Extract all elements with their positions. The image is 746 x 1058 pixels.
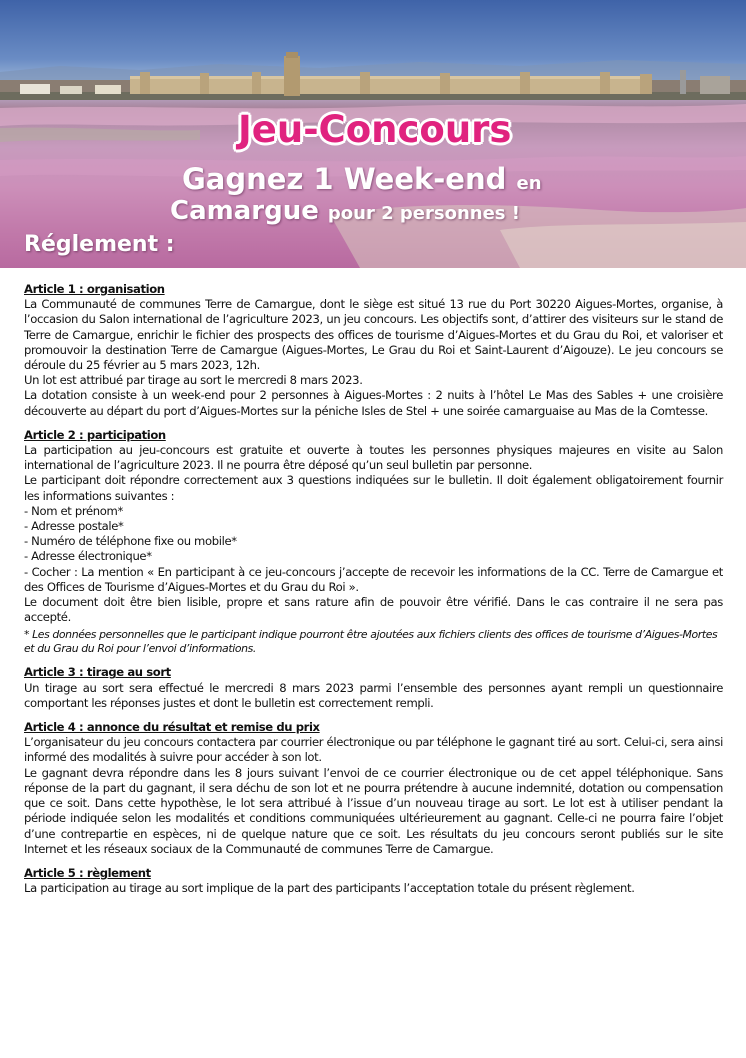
article-paragraph: La Communauté de communes Terre de Camargue, dont le siège est situé 13 rue du Port 30220 Aigues-Mortes, organise, à l’occasion du Salon international de l’agriculture 2023, un jeu concours. Les objectifs sont, d’attirer des visiteurs sur le stand de Terre de Camargue, enrichir le fichier des prospects des offices de tourisme d’Aigues-Mortes et du Grau du Roi, et valoriser et promouvoir la destination Terre de Camargue (Aigues-Mortes, Le Grau du Roi et Saint-Laurent d’Aigouze). Le jeu concours se déroule du 25 février au 5 mars 2023, 12h. bbox=[24, 297, 723, 373]
article-title: Article 2 : participation bbox=[24, 427, 166, 442]
article-paragraph: Le gagnant devra répondre dans les 8 jours suivant l’envoi de ce courrier électronique ou de cet appel téléphonique. Sans réponse de la part du gagnant, il sera déchu de son lot et ne pourra prétendre à aucune indemnité, dotation ou compensation que ce soit. Dans cette hypothèse, le lot sera attribué à l’issue d’un nouveau tirage au sort. Le lot est à utiliser pendant la période indiquée selon les modalités et conditions communiquées ultérieurement au gagnant. Celle-ci ne pourra faire l’objet d’une contrepartie en espèces, ni de quelque nature que ce soit. Les résultats du jeu concours seront publiés sur le site Internet et les réseaux sociaux de la Communauté de communes Terre de Camargue. bbox=[24, 765, 723, 856]
article-paragraph: Le document doit être bien lisible, propre et sans rature afin de pouvoir être vérifié. Dans le cas contraire il ne sera pas accepté. bbox=[24, 595, 723, 625]
list-item: - Nom et prénom* bbox=[24, 503, 123, 518]
article-title: Article 1 : organisation bbox=[24, 282, 165, 296]
prize-headline-main: Gagnez 1 Week-end bbox=[182, 162, 507, 196]
prize-headline-line-2 bbox=[170, 196, 520, 226]
article-3 bbox=[24, 665, 723, 711]
rules-heading: Réglement : bbox=[24, 232, 175, 257]
article-title: Article 5 : règlement bbox=[24, 865, 151, 880]
article-title: Article 3 : tirage au sort bbox=[24, 665, 171, 680]
article-4 bbox=[24, 720, 723, 857]
list-item: - Adresse postale* bbox=[24, 519, 124, 534]
prize-headline-connector: en bbox=[516, 173, 542, 194]
hero-banner bbox=[0, 0, 746, 268]
article-5 bbox=[24, 866, 723, 896]
list-item: - Numéro de téléphone fixe ou mobile* bbox=[24, 534, 237, 549]
data-privacy-footnote: * Les données personnelles que le participant indique pourront être ajoutées aux fichiers clients des offices de tourisme d’Aigues-Mortes et du Grau du Roi pour l’envoi d’informations. bbox=[24, 628, 718, 656]
rules-content bbox=[24, 282, 723, 905]
article-2 bbox=[24, 428, 723, 657]
list-item: - Cocher : La mention « En participant à ce jeu-concours j’accepte de recevoir les informations de la CC. Terre de Camargue et des Offices de Tourisme d’Aigues-Mortes et du Grau du Roi ». bbox=[24, 564, 723, 594]
article-title: Article 4 : annonce du résultat et remise du prix bbox=[24, 720, 320, 735]
prize-destination: Camargue bbox=[170, 196, 319, 226]
article-paragraph: La dotation consiste à un week-end pour 2 personnes à Aigues-Mortes : 2 nuits à l’hôtel Le Mas des Sables + une croisière découverte au départ du port d’Aigues-Mortes sur la péniche Isles de Stel + une soirée camarguaise au Mas de la Comtesse. bbox=[24, 388, 723, 418]
prize-headline-line-1 bbox=[182, 162, 542, 196]
prize-persons: pour 2 personnes ! bbox=[327, 203, 520, 224]
article-paragraph: Le participant doit répondre correctement aux 3 questions indiquées sur le bulletin. Il doit également obligatoirement fournir les informations suivantes : bbox=[24, 473, 723, 503]
contest-title: Jeu-Concours bbox=[238, 108, 512, 151]
article-paragraph: Un lot est attribué par tirage au sort le mercredi 8 mars 2023. bbox=[24, 373, 363, 388]
article-paragraph: La participation au jeu-concours est gratuite et ouverte à toutes les personnes physiques majeures en visite au Salon international de l’agriculture 2023. Il ne pourra être déposé qu’un seul bulletin par personne. bbox=[24, 443, 723, 473]
article-1 bbox=[24, 282, 723, 419]
article-paragraph: La participation au tirage au sort implique de la part des participants l’acceptation totale du présent règlement. bbox=[24, 881, 635, 896]
list-item: - Adresse électronique* bbox=[24, 549, 152, 564]
article-paragraph: L’organisateur du jeu concours contactera par courrier électronique ou par téléphone le gagnant tiré au sort. Celui-ci, sera ainsi informé des modalités à suivre pour accéder à son lot. bbox=[24, 735, 723, 765]
article-paragraph: Un tirage au sort sera effectué le mercredi 8 mars 2023 parmi l’ensemble des personnes ayant rempli un questionnaire comportant les réponses justes et dont le bulletin est correctement rempli. bbox=[24, 680, 723, 710]
